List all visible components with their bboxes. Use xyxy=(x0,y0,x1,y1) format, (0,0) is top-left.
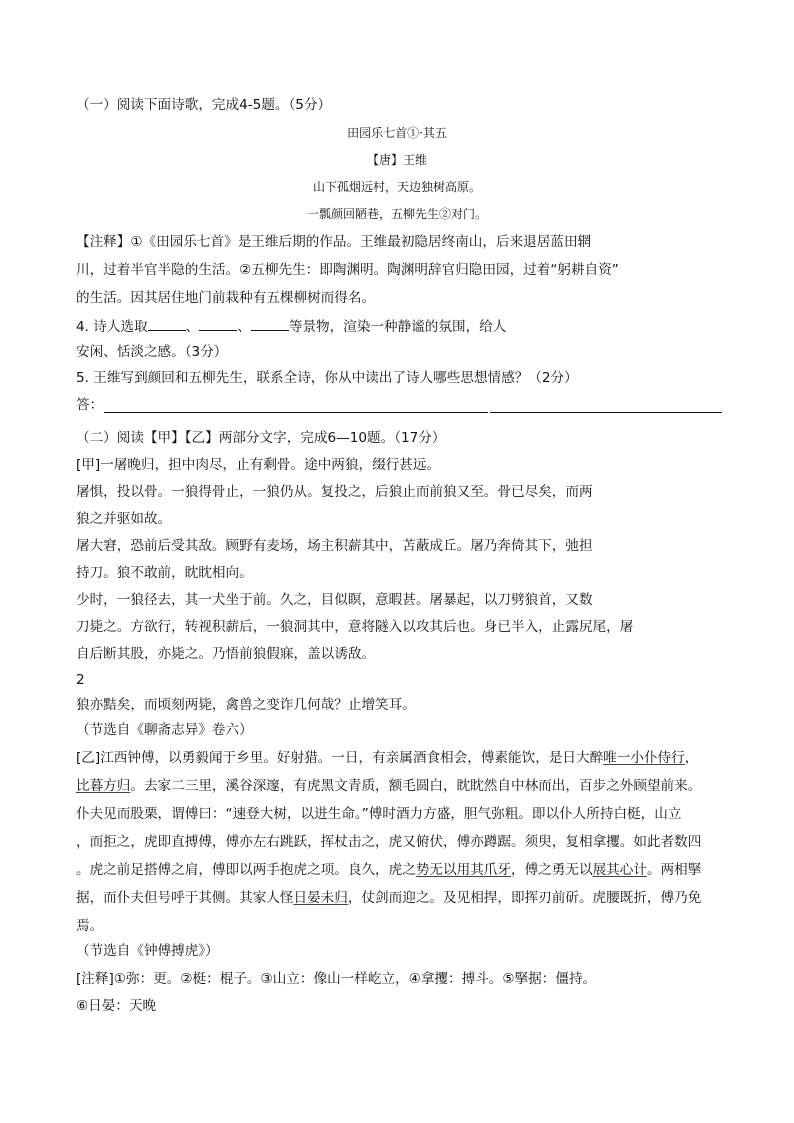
separator: 、 xyxy=(185,319,200,335)
passage-line xyxy=(76,861,701,879)
source-citation: （节选自《聊斋志异》卷六） xyxy=(76,722,253,738)
answer-blank[interactable] xyxy=(251,316,289,331)
passage-line: 少时，一狼径去，其一犬坐于前。久之，目似瞑，意暇甚。屠暴起，以刀劈狼首，又数 xyxy=(76,592,593,608)
text-run: ， xyxy=(684,750,699,766)
text-run: [乙]江西钟傅，以勇毅闻于乡里。好射猎。一日，有亲属酒食相会，傅素能饮，是日大醉 xyxy=(76,750,604,766)
question-5: 5. 王维写到颜回和五柳先生，联系全诗，你从中读出了诗人哪些思想情感？（2分） xyxy=(76,370,578,386)
separator: 、 xyxy=(237,319,251,335)
text-run: 据，而仆夫但号呼于其侧。其家人怪 xyxy=(76,890,294,906)
answer-label: 答： xyxy=(76,397,104,413)
underlined-phrase: 日晏未归 xyxy=(293,890,348,906)
poem-title: 田园乐七首①·其五 xyxy=(347,126,447,140)
text-run: ，仗剑而迎之。及见相捍，即挥刃前斫。虎腰既折，傅乃免 xyxy=(347,890,702,906)
answer-line[interactable] xyxy=(490,412,722,413)
answer-blank[interactable] xyxy=(148,316,186,331)
section-heading: （二）阅读【甲】【乙】两部分文字，完成6—10题。（17分） xyxy=(76,430,446,446)
note-line: ⑥日晏：天晚 xyxy=(76,998,157,1014)
question-4-suffix: 等景物，渲染一种静谧的氛围，给人 xyxy=(288,319,507,335)
passage-line xyxy=(76,777,701,795)
note-line: 川，过着半官半隐的生活。②五柳先生：即陶渊明。陶渊明辞官归隐田园，过着“躬耕自资” xyxy=(76,262,619,278)
passage-line: 狼之并驱如故。 xyxy=(76,511,172,527)
page-title: （一）阅读下面诗歌，完成4-5题。（5分） xyxy=(76,97,332,113)
passage-line: 刀毙之。方欲行，转视积薪后，一狼洞其中，意将隧入以攻其后也。身已半入，止露尻尾，屠 xyxy=(76,619,634,635)
text-run: 。虎之前足搭傅之肩，傅即以两手抱虎之项。良久，虎之 xyxy=(76,862,416,878)
passage-line: ，而拒之，虎即直搏傅，傅亦左右跳跃，挥杖击之，虎又俯伏，傅亦蹲踞。须臾，复相拿攫。如此者数四 xyxy=(76,834,702,850)
text-run: ，傅之勇无以 xyxy=(511,862,593,878)
underlined-phrase: 比暮方归 xyxy=(76,778,131,794)
question-4-prefix: 4. 诗人选取 xyxy=(76,319,148,335)
passage-line: 自后断其股，亦毙之。乃悟前狼假寐，盖以诱敌。 xyxy=(76,646,376,662)
answer-blank[interactable] xyxy=(199,316,237,331)
page-number: 2 xyxy=(76,672,85,688)
note-line: 【注释】①《田园乐七首》是王维后期的作品。王维最初隐居终南山，后来退居蓝田辋 xyxy=(76,234,592,250)
passage-line: [甲]一屠晚归，担中肉尽，止有剩骨。途中两狼，缀行甚远。 xyxy=(76,457,441,473)
passage-line: 狼亦黠矣，而顷刻两毙，禽兽之变诈几何哉？止增笑耳。 xyxy=(76,697,416,713)
underlined-phrase: 势无以用其爪牙 xyxy=(415,862,511,878)
poem-author: 【唐】王维 xyxy=(366,153,427,167)
passage-line xyxy=(76,749,698,767)
passage-line: 持刀。狼不敢前，眈眈相向。 xyxy=(76,565,253,581)
question-4 xyxy=(76,316,506,336)
text-run: 。两相掔 xyxy=(646,862,702,878)
underlined-phrase: 展其心计 xyxy=(592,862,647,878)
passage-line: 屠惧，投以骨。一狼得骨止，一狼仍从。复投之，后狼止而前狼又至。骨已尽矣，而两 xyxy=(76,484,593,500)
question-4-line2: 安闲、恬淡之感。（3分） xyxy=(76,344,228,360)
poem-line: 山下孤烟远村，天边独树高原。 xyxy=(312,180,481,194)
note-line: 的生活。因其居住地门前栽种有五棵柳树而得名。 xyxy=(76,290,376,306)
answer-line[interactable] xyxy=(104,412,488,413)
poem-line: 一瓢颜回陋巷，五柳先生②对门。 xyxy=(306,207,487,221)
passage-line: 屠大窘，恐前后受其敌。顾野有麦场，场主积薪其中，苫蔽成丘。屠乃奔倚其下，弛担 xyxy=(76,538,593,554)
underlined-phrase: 唯一小仆侍行 xyxy=(603,750,685,766)
note-line: [注释]①弥：更。②梃：棍子。③山立：像山一样屹立，④拿攫：搏斗。⑤掔据：僵持。 xyxy=(76,971,597,987)
source-citation: （节选自《钟傅搏虎》） xyxy=(76,943,219,959)
passage-line: 仆夫见而股栗，谓傅曰：“速登大树，以进生命。”傅时酒力方盛，胆气弥粗。即以仆人所持白梃，山立 xyxy=(76,806,682,822)
text-run: 。去家二三里，溪谷深邃，有虎黑文青质，额毛圆白，眈眈然自中林而出，百步之外顾望前来。 xyxy=(130,778,702,794)
passage-line xyxy=(76,889,701,907)
passage-line: 焉。 xyxy=(76,918,104,934)
